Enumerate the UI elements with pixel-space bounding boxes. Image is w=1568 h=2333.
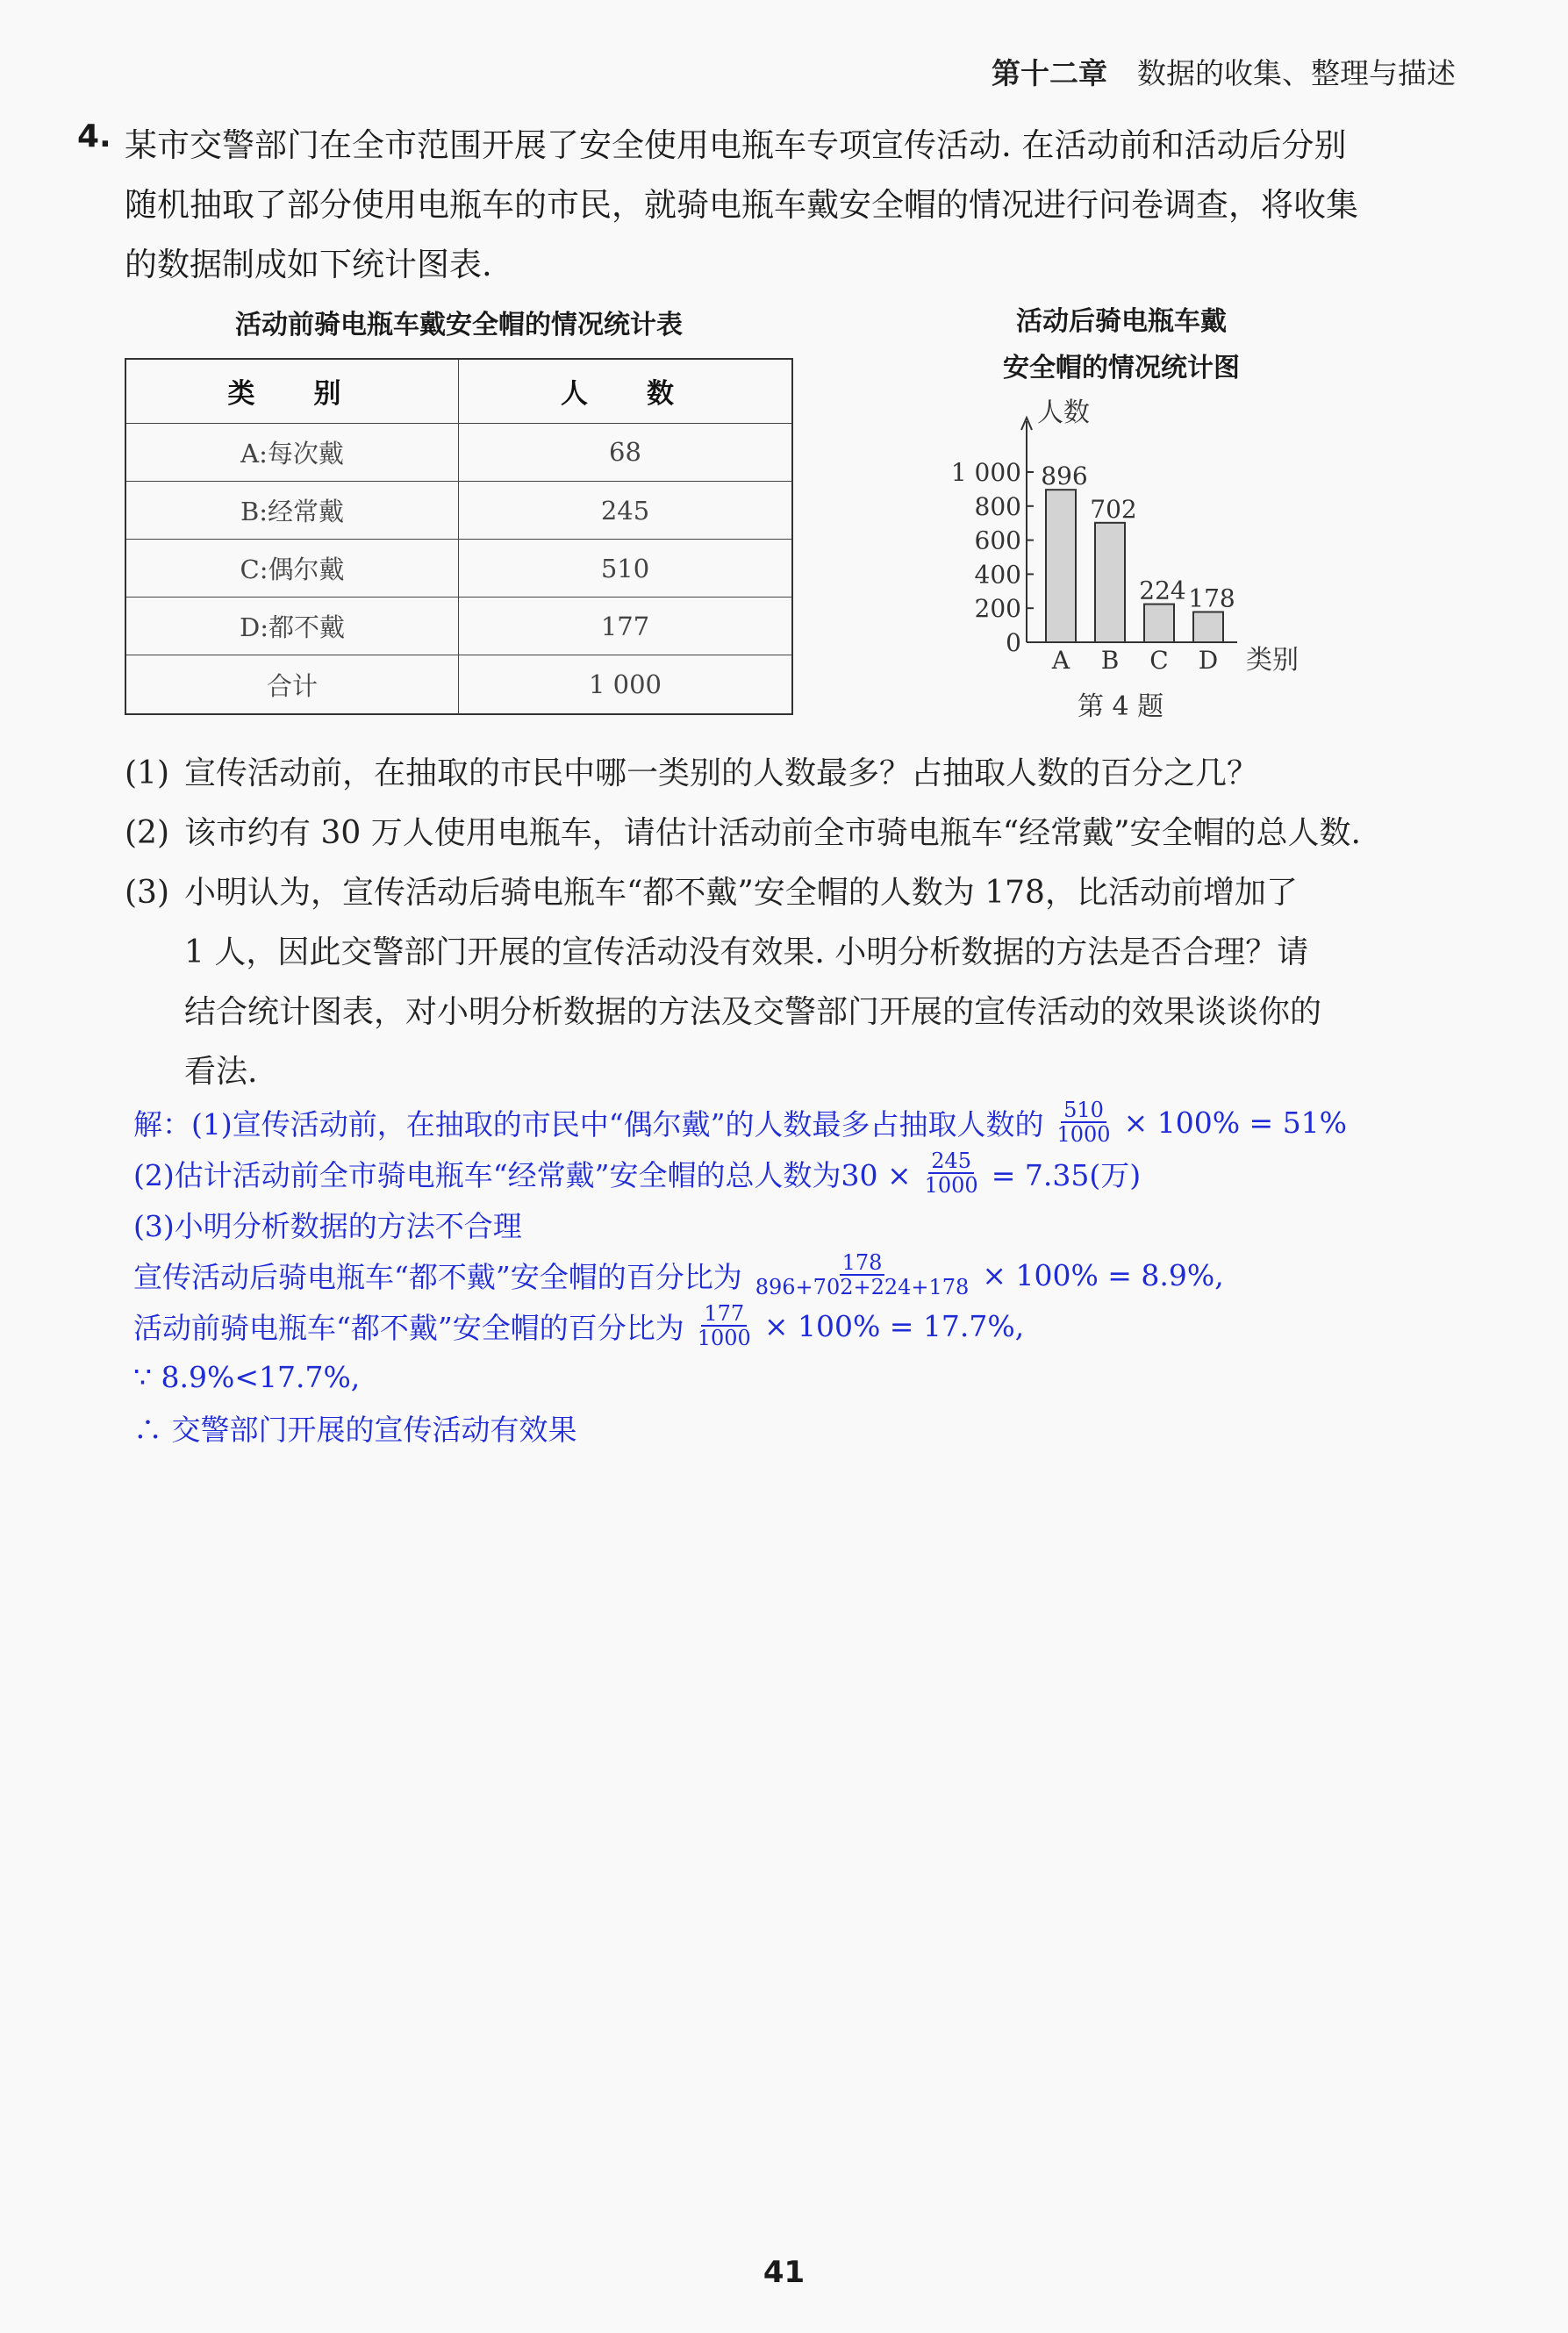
answer-text: 宣传活动后骑电瓶车“都不戴”安全帽的百分比为 [133,1259,742,1294]
cell-category: A:每次戴 [125,423,459,481]
y-tick-label: 0 [1006,628,1021,657]
bar [1046,490,1076,642]
stem-line: 随机抽取了部分使用电瓶车的市民，就骑电瓶车戴安全帽的情况进行问卷调查，将收集 [125,186,1358,224]
table-row [125,598,792,655]
y-tick-label: 400 [974,560,1021,590]
question-line: 看法. [184,1054,258,1090]
header-category: 类 别 [125,359,459,423]
answer-line-5 [133,1300,1502,1351]
bar-value-label: 224 [1139,576,1186,605]
x-tick-label: B [1100,646,1120,675]
chapter-header [992,51,1456,92]
answer-line-6 [133,1351,1502,1402]
numerator: 245 [928,1149,974,1174]
bar-value-label: 896 [1041,462,1088,491]
denominator: 1000 [924,1173,978,1198]
table-title: 活动前骑电瓶车戴安全帽的情况统计表 [235,310,683,340]
table-header-row [125,359,792,423]
page-number: 41 [763,2255,805,2290]
numerator: 177 [701,1302,747,1327]
bar-value-label: 702 [1090,494,1137,524]
y-tick-label: 1 000 [950,458,1021,487]
y-axis-label: 人数 [1037,397,1090,428]
fraction [753,1251,972,1299]
chart-title-line1: 活动后骑电瓶车戴 [1016,306,1227,337]
answer-line-4 [133,1249,1502,1300]
fraction [1055,1099,1113,1146]
answer-text: 活动前骑电瓶车“都不戴”安全帽的百分比为 [133,1310,684,1345]
question-line: 1 人，因此交警部门开展的宣传活动没有效果. 小明分析数据的方法是否合理？请 [184,934,1309,970]
answer-text: (3)小明分析数据的方法不合理 [133,1208,522,1243]
y-tick-label: 200 [974,594,1021,624]
question-number: (3) [125,875,169,911]
numerator: 510 [1061,1099,1106,1123]
question-number: (2) [125,815,169,851]
question-1 [125,744,1476,804]
question-2 [125,804,1476,863]
cell-category: 合计 [125,655,459,714]
cell-category: C:偶尔戴 [125,540,459,598]
answer-text: ∵ 8.9%<17.7%, [133,1359,361,1394]
handwritten-answer [133,1097,1502,1453]
chapter-title: 数据的收集、整理与描述 [1137,56,1456,90]
questions [125,744,1476,1102]
answer-text: 解：(1)宣传活动前，在抽取的市民中“偶尔戴”的人数最多占抽取人数的 [133,1106,1044,1141]
answer-line-3 [133,1199,1502,1249]
y-tick-label: 800 [974,491,1021,521]
stem-line: 的数据制成如下统计图表. [125,246,492,283]
x-tick-label: D [1198,646,1219,675]
cell-count: 177 [459,598,793,655]
bar [1095,523,1125,642]
question-3 [125,863,1476,1102]
fraction [695,1302,754,1349]
answer-text: = 7.35(万) [991,1157,1142,1192]
x-tick-label: A [1051,646,1070,675]
question-line: 宣传活动前，在抽取的市民中哪一类别的人数最多？占抽取人数的百分之几？ [184,755,1259,791]
chapter-number: 第十二章 [992,56,1107,90]
denominator: 1000 [697,1326,751,1350]
bar [1144,605,1174,642]
figure-caption: 第 4 题 [1078,691,1164,722]
answer-line-2 [133,1148,1502,1199]
answer-text: ∴ 交警部门开展的宣传活动有效果 [133,1412,577,1447]
x-tick-label: C [1149,646,1169,675]
answer-text: (2)估计活动前全市骑电瓶车“经常戴”安全帽的总人数为30 × [133,1157,912,1192]
cell-count: 68 [459,423,793,481]
stem-line: 某市交警部门在全市范围开展了安全使用电瓶车专项宣传活动. 在活动前和活动后分别 [125,126,1347,164]
fraction [922,1149,981,1197]
table-row [125,423,792,481]
survey-table [125,358,793,715]
header-count: 人 数 [459,359,793,423]
bar-chart [921,395,1360,728]
question-number: (1) [125,755,169,791]
cell-count: 1 000 [459,655,793,714]
x-axis-label: 类别 [1246,645,1299,676]
answer-text: × 100% = 17.7%, [763,1308,1025,1343]
cell-count: 510 [459,540,793,598]
question-line: 该市约有 30 万人使用电瓶车，请估计活动前全市骑电瓶车“经常戴”安全帽的总人数. [184,815,1361,851]
cell-count: 245 [459,481,793,539]
problem-number: 4. [77,118,111,154]
denominator: 1000 [1056,1122,1111,1147]
numerator: 178 [840,1251,885,1276]
chart-title [928,298,1314,391]
chart-title-line2: 安全帽的情况统计图 [1003,353,1240,383]
cell-category: D:都不戴 [125,598,459,655]
answer-line-1 [133,1097,1502,1148]
table-row [125,540,792,598]
table-row [125,481,792,539]
answer-text: × 100% = 8.9%, [982,1257,1224,1292]
table-row [125,655,792,714]
question-line: 小明认为，宣传活动后骑电瓶车“都不戴”安全帽的人数为 178，比活动前增加了 [184,875,1298,911]
cell-category: B:经常戴 [125,481,459,539]
problem-stem [125,116,1467,295]
y-tick-label: 600 [974,526,1021,555]
bar-value-label: 178 [1188,583,1235,613]
bar [1193,612,1223,642]
answer-line-7 [133,1402,1502,1453]
answer-text: × 100% = 51% [1123,1105,1348,1140]
question-line: 结合统计图表，对小明分析数据的方法及交警部门开展的宣传活动的效果谈谈你的 [184,994,1322,1030]
denominator: 896+702+224+178 [755,1275,970,1299]
